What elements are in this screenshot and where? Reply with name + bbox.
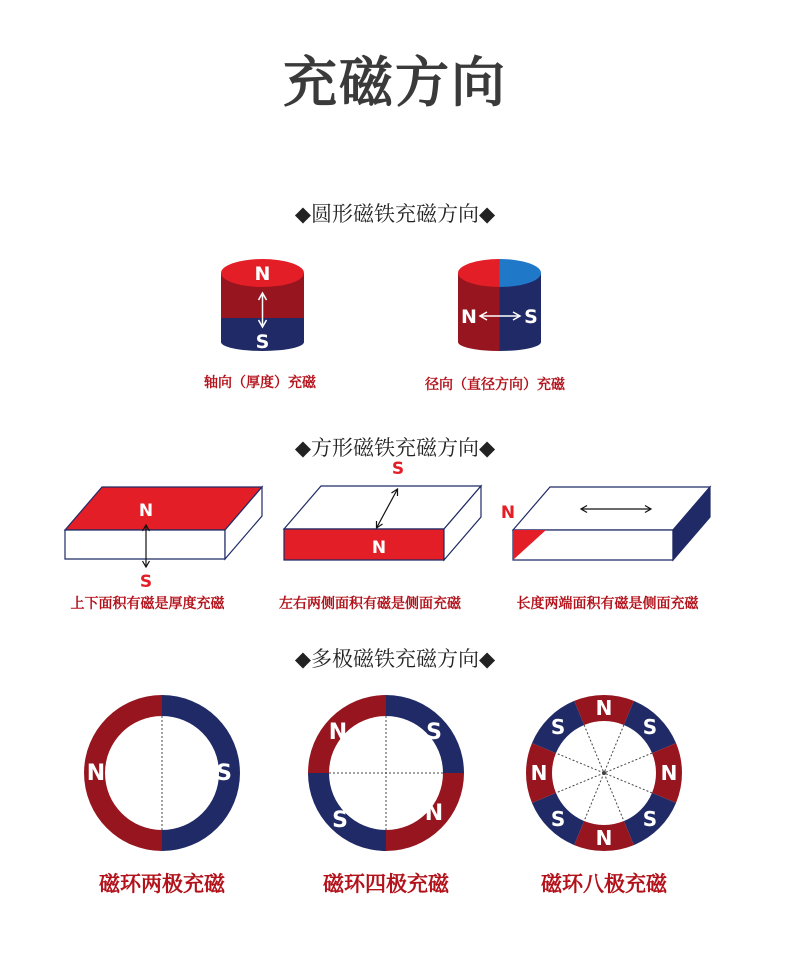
axial-south-label: S: [255, 331, 270, 353]
length-block-diagram: [496, 482, 714, 567]
eight-pole-label: N: [595, 826, 613, 850]
eight-pole-label: N: [660, 761, 678, 785]
eight-pole-label: N: [530, 761, 548, 785]
two-pole-north-label: N: [86, 761, 106, 786]
side-north-label: N: [371, 538, 387, 558]
thickness-front-face: [65, 530, 225, 559]
side-front-face: [284, 529, 444, 560]
four-pole-label-top-left: N: [328, 720, 348, 745]
round-section-heading: ◆圆形磁铁充磁方向◆: [294, 202, 496, 226]
radial-south-label: S: [524, 306, 538, 328]
axial-caption: 轴向（厚度）充磁: [204, 375, 316, 391]
thickness-block-diagram: [60, 482, 270, 594]
eight-pole-label: S: [550, 806, 566, 831]
four-pole-top-right: [386, 695, 464, 773]
thickness-south-label: S: [139, 572, 153, 592]
side-block-diagram: [275, 455, 490, 570]
two-pole-ring-diagram: [82, 693, 242, 853]
radial-north-label: N: [461, 306, 477, 328]
four-pole-ring-diagram: [306, 693, 466, 853]
radial-caption: 径向（直径方向）充磁: [425, 377, 565, 393]
length-north-label: N: [500, 503, 516, 523]
side-south-label: S: [391, 459, 405, 479]
thickness-caption: 上下面积有磁是厚度充磁: [70, 596, 225, 612]
axial-cylinder-diagram: [215, 255, 310, 360]
two-pole-south-label: S: [216, 761, 232, 786]
two-pole-caption: 磁环两极充磁: [99, 872, 225, 896]
four-pole-caption: 磁环四极充磁: [323, 872, 449, 896]
thickness-north-label: N: [138, 501, 154, 521]
length-caption: 长度两端面积有磁是侧面充磁: [516, 596, 699, 612]
axial-north-label: N: [254, 263, 271, 285]
square-section-heading: ◆方形磁铁充磁方向◆: [294, 436, 496, 460]
eight-pole-ring-diagram: [524, 693, 684, 853]
page-title: 充磁方向: [283, 51, 507, 114]
eight-pole-caption: 磁环八极充磁: [541, 872, 667, 896]
eight-pole-label: S: [642, 715, 658, 740]
side-caption: 左右两侧面积有磁是侧面充磁: [279, 596, 461, 612]
four-pole-label-bottom-left: S: [332, 808, 348, 833]
eight-pole-label: S: [550, 715, 566, 740]
multipole-section-heading: ◆多极磁铁充磁方向◆: [294, 647, 496, 671]
eight-pole-label: S: [642, 806, 658, 831]
four-pole-label-top-right: S: [426, 720, 442, 745]
eight-pole-center-dot: [602, 771, 606, 775]
four-pole-label-bottom-right: N: [424, 801, 444, 826]
eight-pole-label: N: [595, 696, 613, 720]
radial-cylinder-diagram: [452, 255, 547, 360]
